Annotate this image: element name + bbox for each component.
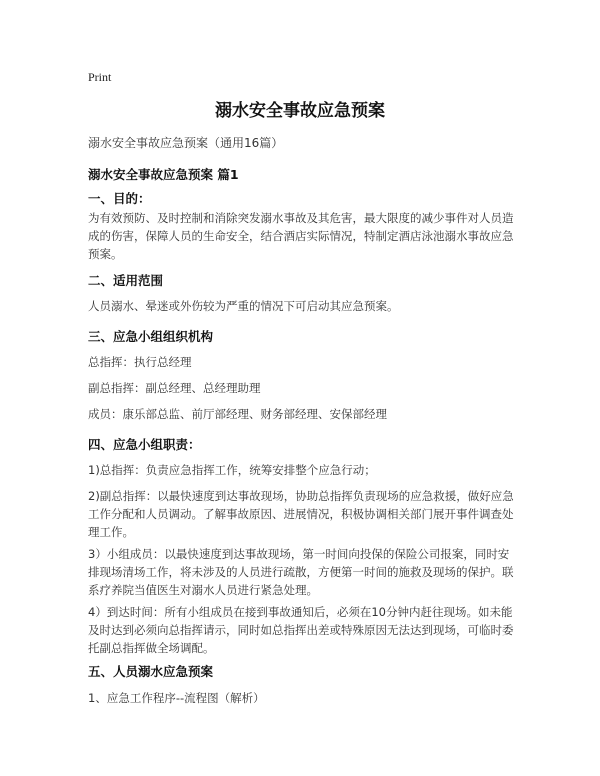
section-heading-org: 三、应急小组组织机构 [88,329,214,344]
duty-item-4: 4）到达时间：所有小组成员在接到事故通知后，必须在10分钟内赶往现场。如未能及时达到必须向总指挥请示，同时如总指挥出差或特殊原因无法达到现场，可临时委托副总指挥做全场调配。 [88,605,514,655]
duty-item-1: 1)总指挥：负责应急指挥工作，统筹安排整个应急行动； [88,463,376,477]
subtitle: 溺水安全事故应急预案（通用16篇） [88,136,284,150]
duty-item-2: 2)副总指挥：以最快速度到达事故现场，协助总指挥负责现场的应急救援，做好应急工作分配和人员调动。了解事故原因、进展情况，积极协调相关部门展开事件调查处理工作。 [88,489,514,539]
page-title: 溺水安全事故应急预案 [215,101,385,121]
paragraph-purpose: 为有效预防、及时控制和消除突发溺水事故及其危害，最大限度的减少事件对人员造成的伤害，保障人员的生命安全，结合酒店实际情况，特制定酒店泳池溺水事故应急预案。 [88,211,514,261]
section-heading-plan: 五、人员溺水应急预案 [88,664,214,679]
org-commander: 总指挥：执行总经理 [88,355,192,369]
section-heading-duty: 四、应急小组职责： [88,437,201,452]
org-members: 成员：康乐部总监、前厅部经理、财务部经理、安保部经理 [88,407,387,421]
print-label[interactable]: Print [88,70,112,84]
org-deputy: 副总指挥：副总经理、总经理助理 [88,381,261,395]
paragraph-scope: 人员溺水、晕迷或外伤较为严重的情况下可启动其应急预案。 [88,299,399,313]
section-heading-scope: 二、适用范围 [88,273,164,288]
article-heading: 溺水安全事故应急预案 篇1 [88,167,239,182]
plan-item-1: 1、应急工作程序--流程图（解析） [88,691,265,705]
duty-item-3: 3）小组成员：以最快速度到达事故现场，第一时间向投保的保险公司报案，同时安排现场清场工作，将未涉及的人员进行疏散，方便第一时间的施救及现场的保护。联系疗养院当值医生对溺水人员进行紧急处理。 [88,547,514,597]
section-heading-purpose: 一、目的： [88,191,151,206]
